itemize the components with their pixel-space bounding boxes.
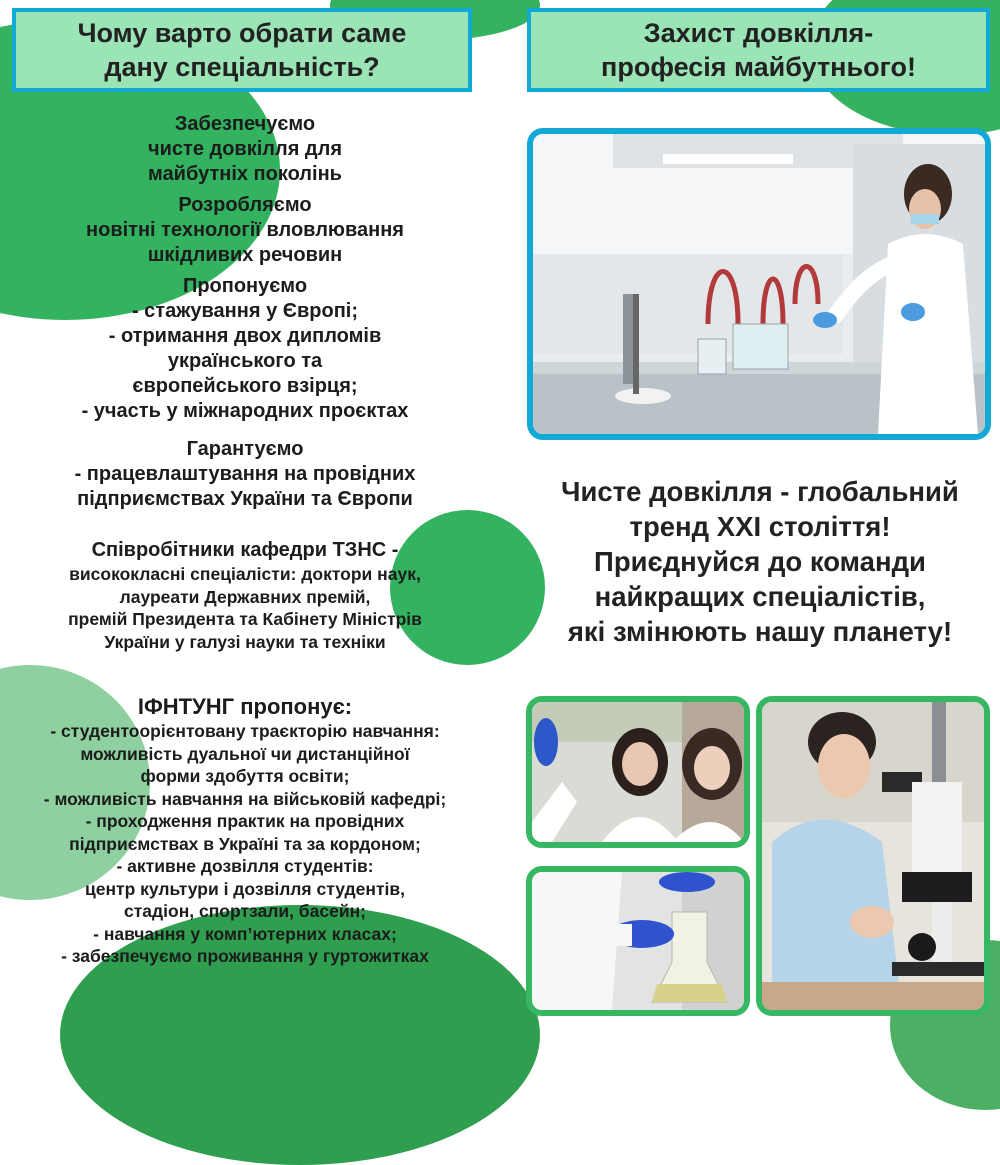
list-item: - можливість навчання на військовій кафедрі;: [43, 788, 447, 809]
right-header-title: Захист довкілля- професія майбутнього!: [601, 18, 916, 82]
flask-photo: [526, 866, 750, 1016]
slogan-text: Чисте довкілля - глобальний тренд XXI століття! Приєднуйся до команди найкращих спеціалістів, які змінюють нашу планету!: [561, 476, 959, 647]
right-header-box: [527, 8, 990, 92]
guarantee-section: Гарантуємо - працевлаштування на провідних підприємствах України та Європи: [74, 438, 416, 510]
provide-section: Забезпечуємо чисте довкілля для майбутніх поколінь: [148, 113, 342, 185]
list-item: - проходження практик на провідних: [85, 811, 405, 831]
microscope-illustration: [762, 702, 984, 1010]
microscope-photo: [756, 696, 990, 1016]
list-item: можливість дуальної чи дистанційної: [80, 743, 410, 764]
list-item: - навчання у комп’ютерних класах;: [93, 923, 397, 944]
lab-scene-illustration: [533, 134, 985, 434]
students-illustration: [532, 702, 744, 842]
left-header-box: [12, 8, 472, 92]
students-photo: [526, 696, 750, 848]
list-item: - студентоорієнтовану траєкторію навчання:: [50, 721, 440, 741]
ifntung-section: [0, 693, 490, 968]
offer-section: Пропонуємо - стажування у Європі; - отримання двох дипломів українського та європейського взірця; - участь у міжнародних проєктах: [81, 275, 409, 422]
list-item: стадіон, спортзали, басейн;: [124, 901, 366, 921]
list-item: центр культури і дозвілля студентів,: [84, 878, 406, 899]
left-text-column: [0, 112, 490, 968]
list-item: форми здобуття освіти;: [140, 766, 350, 786]
staff-section: Співробітники кафедри ТЗНС - висококласні спеціалісти: доктори наук, лауреати Державних премій, премій Президента та Кабінету Міністрів України у галузі науки та техніки: [68, 539, 422, 652]
list-item: підприємствах в Україні та за кордоном;: [69, 833, 421, 854]
left-header-title: Чому варто обрати саме дану спеціальність?: [77, 18, 407, 82]
develop-section: Розробляємо новітні технології вловлювання шкідливих речовин: [86, 194, 404, 266]
ifntung-title: ІФНТУНГ пропонує:: [137, 694, 353, 719]
list-item: - активне дозвілля студентів:: [116, 856, 374, 876]
flask-illustration: [532, 872, 744, 1010]
lab-photo-main: [527, 128, 991, 440]
list-item: - забезпечуємо проживання у гуртожитках: [61, 946, 429, 966]
